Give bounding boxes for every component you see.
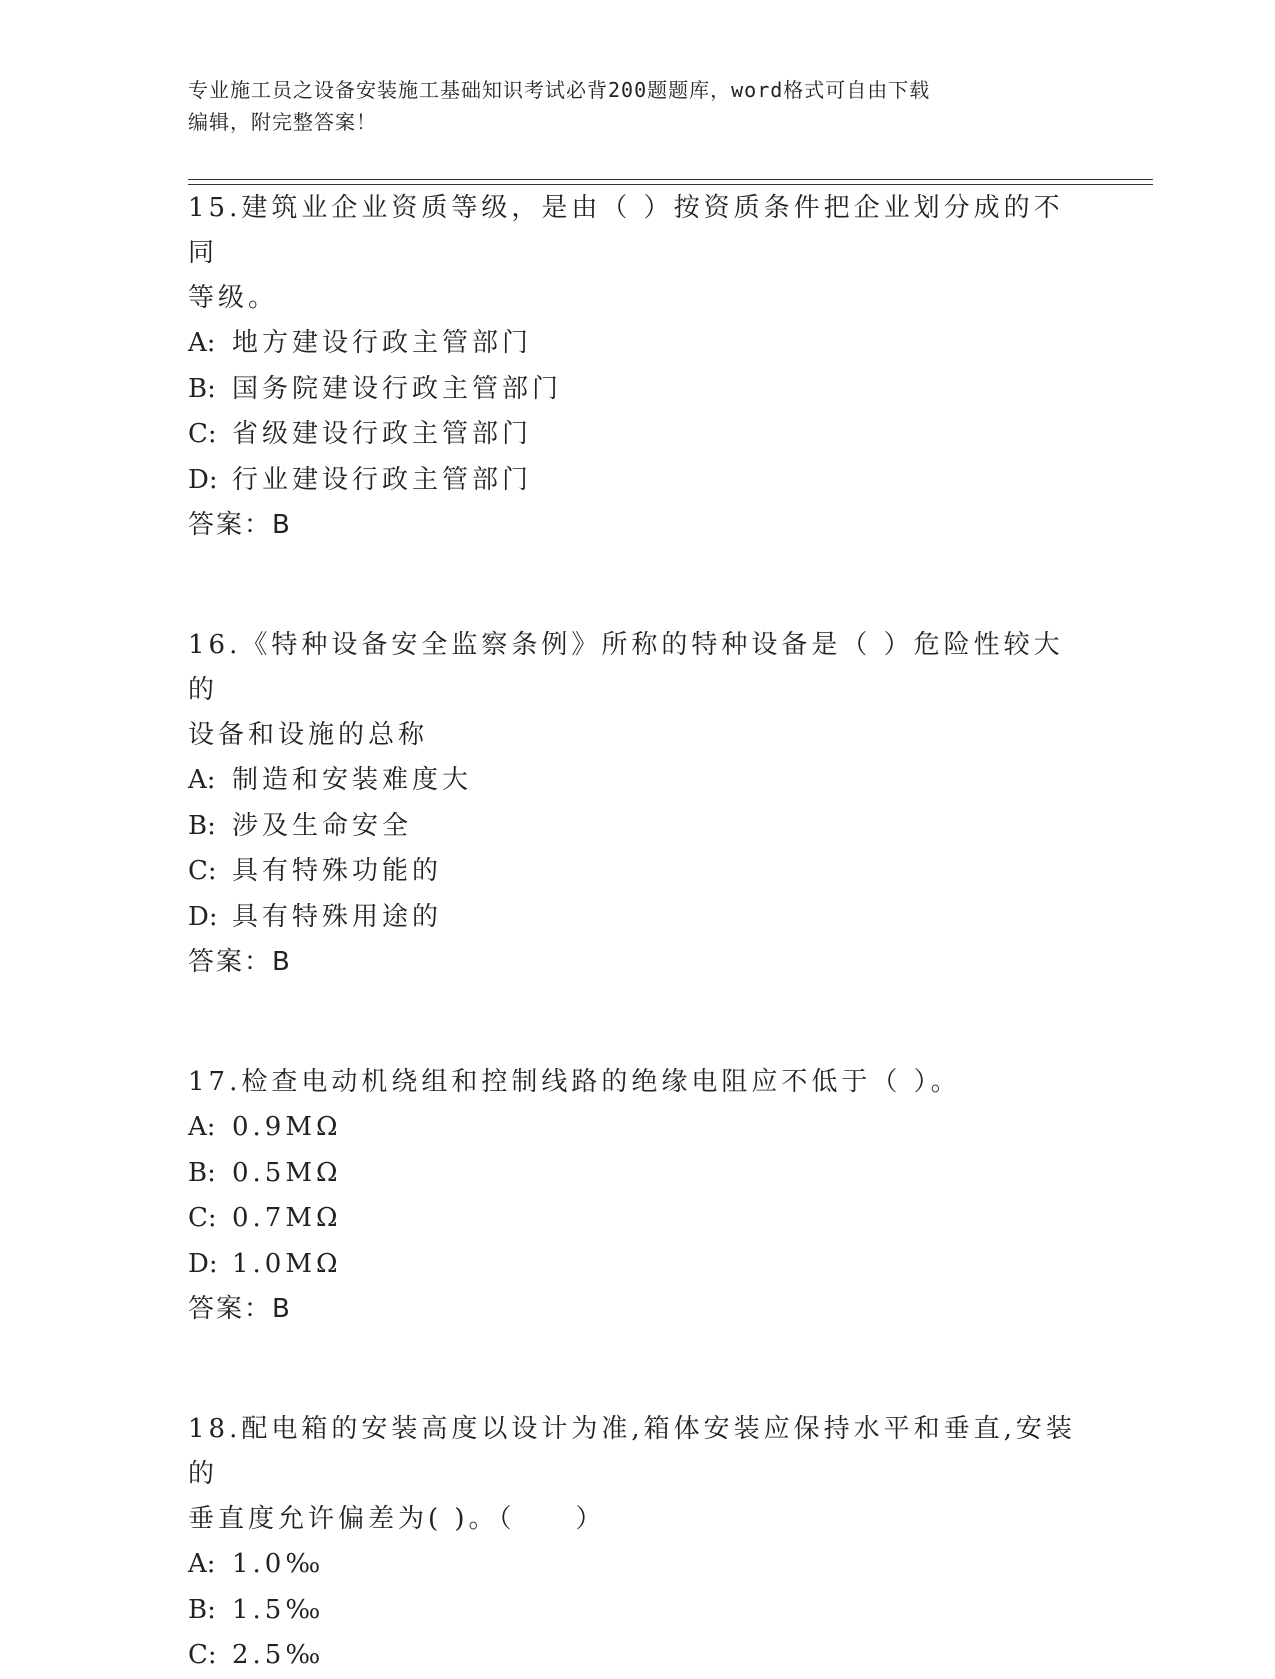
option-key: C: bbox=[188, 1640, 217, 1670]
option-c bbox=[188, 412, 1088, 458]
option-a bbox=[188, 1105, 1088, 1151]
option-text: 0.5MΩ bbox=[232, 1157, 342, 1188]
option-key: B: bbox=[188, 1157, 216, 1188]
option-key: D: bbox=[188, 464, 218, 495]
option-text: 省级建设行政主管部门 bbox=[232, 419, 533, 449]
option-a bbox=[188, 1542, 1088, 1588]
option-key: A: bbox=[188, 1112, 216, 1142]
question-stem-line: 17.检查电动机绕组和控制线路的绝缘电阻应不低于（ ）。 bbox=[188, 1067, 961, 1097]
option-d bbox=[188, 895, 1088, 941]
option-c bbox=[188, 849, 1088, 895]
option-key: D: bbox=[188, 1248, 218, 1279]
question-stem-line: 15.建筑业企业资质等级，是由（ ）按资质条件把企业划分成的不同 bbox=[188, 193, 1064, 268]
question-16 bbox=[188, 623, 1088, 985]
option-d bbox=[188, 1242, 1088, 1288]
header-line-1: 专业施工员之设备安装施工基础知识考试必背200题题库，word格式可自由下载 bbox=[188, 78, 931, 102]
document-header bbox=[188, 74, 1088, 138]
header-line-2: 编辑，附完整答案！ bbox=[188, 110, 377, 134]
option-key: A: bbox=[188, 328, 216, 358]
option-b bbox=[188, 804, 1088, 850]
question-15 bbox=[188, 186, 1088, 548]
question-stem-line: 等级。 bbox=[188, 283, 279, 313]
option-text: 制造和安装难度大 bbox=[232, 765, 473, 795]
option-key: A: bbox=[188, 1549, 216, 1579]
option-text: 1.0‰ bbox=[232, 1549, 325, 1579]
question-stem-line: 垂直度允许偏差为( )。（ ） bbox=[188, 1504, 606, 1534]
option-a bbox=[188, 758, 1088, 804]
option-b bbox=[188, 1151, 1088, 1197]
question-17 bbox=[188, 1060, 1088, 1332]
option-key: C: bbox=[188, 1203, 217, 1233]
option-key: B: bbox=[188, 373, 216, 404]
option-c bbox=[188, 1633, 1088, 1679]
question-18 bbox=[188, 1407, 1088, 1679]
option-text: 具有特殊功能的 bbox=[232, 856, 443, 886]
option-text: 地方建设行政主管部门 bbox=[232, 328, 533, 358]
option-key: B: bbox=[188, 1594, 216, 1625]
option-text: 1.0MΩ bbox=[232, 1248, 342, 1279]
option-text: 具有特殊用途的 bbox=[232, 901, 443, 932]
option-key: B: bbox=[188, 810, 216, 841]
question-list bbox=[188, 186, 1088, 1679]
option-key: C: bbox=[188, 856, 217, 886]
option-text: 0.9MΩ bbox=[232, 1112, 342, 1142]
option-b bbox=[188, 1588, 1088, 1634]
option-a bbox=[188, 321, 1088, 367]
option-key: D: bbox=[188, 901, 218, 932]
option-text: 2.5‰ bbox=[232, 1640, 325, 1670]
option-c bbox=[188, 1196, 1088, 1242]
question-spacer bbox=[188, 985, 1088, 1060]
question-stem-line: 设备和设施的总称 bbox=[188, 720, 429, 750]
header-divider-bottom bbox=[188, 184, 1153, 185]
header-divider-top bbox=[188, 179, 1153, 180]
option-text: 0.7MΩ bbox=[232, 1203, 342, 1233]
answer-line: 答案：B bbox=[188, 1294, 292, 1324]
option-key: C: bbox=[188, 419, 217, 449]
question-spacer bbox=[188, 548, 1088, 623]
option-text: 涉及生命安全 bbox=[232, 810, 413, 841]
option-text: 行业建设行政主管部门 bbox=[232, 464, 533, 495]
option-d bbox=[188, 458, 1088, 504]
option-text: 国务院建设行政主管部门 bbox=[232, 373, 563, 404]
question-spacer bbox=[188, 1332, 1088, 1407]
option-b bbox=[188, 367, 1088, 413]
answer-line: 答案：B bbox=[188, 510, 292, 540]
question-stem-line: 16.《特种设备安全监察条例》所称的特种设备是（ ）危险性较大的 bbox=[188, 630, 1064, 705]
question-stem-line: 18.配电箱的安装高度以设计为准,箱体安装应保持水平和垂直,安装的 bbox=[188, 1414, 1076, 1489]
answer-line: 答案：B bbox=[188, 947, 292, 977]
option-key: A: bbox=[188, 765, 216, 795]
option-text: 1.5‰ bbox=[232, 1594, 325, 1625]
